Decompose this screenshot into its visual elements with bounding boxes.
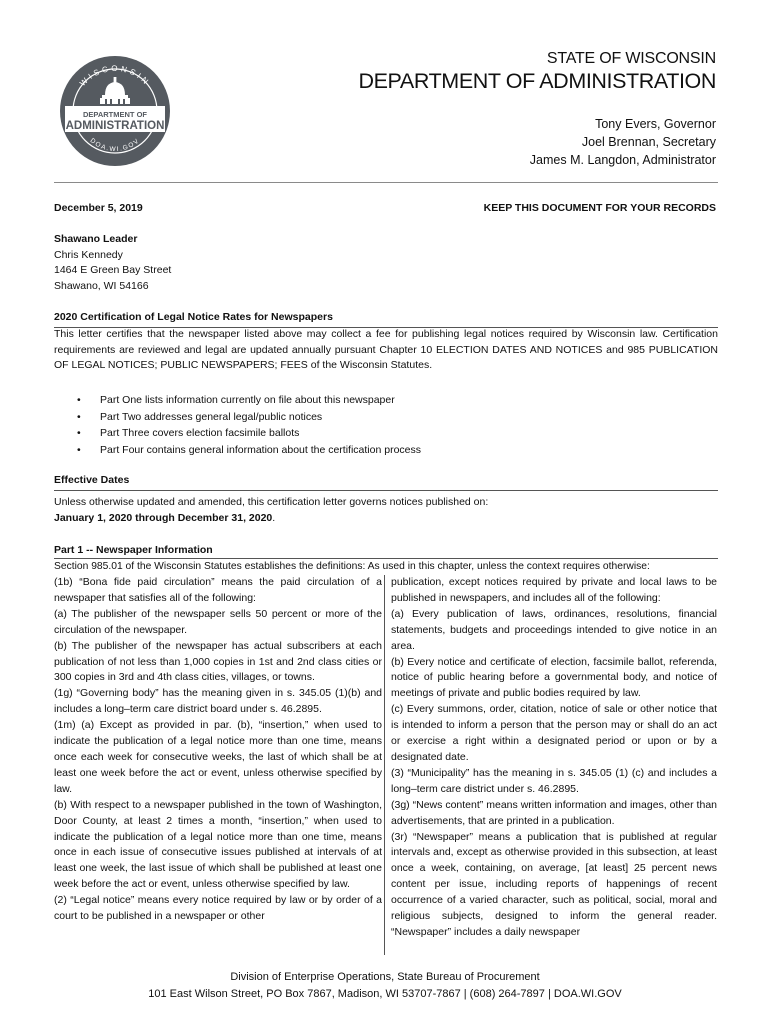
officials-list — [530, 115, 716, 169]
recipient-city: Shawano, WI 54166 — [54, 279, 149, 292]
bullet-icon: • — [77, 427, 81, 439]
part1-title: Part 1 -- Newspaper Information — [54, 544, 213, 556]
column-divider — [384, 575, 385, 955]
list-item: • Part Two addresses general legal/public notices — [77, 409, 421, 426]
definitions-text: publication, except notices required by private and local laws to be published in newspapers, and includes all of the following: (a) Every publication of laws, ordinances, resolutions, financial statements, budgets and proceedings intended to give notice in an area. (b) Every notice and certificate of election, facsimile ballot, referenda, notice of public hearing before a governmental body, and notice of meetings of private and public bodies required by law. (c) Every summons, order, citation, notice of sale or other notice that is intended to inform a person that the person may or shall do an act or exercise a right within a designated period or upon or by a designated date. (3) “Municipality” has the meaning in s. 345.05 (1) (c) and includes a long–term care district under s. 46.2895. (3g) “News content” means written information and images, other than advertisements, that are printed in a publication. (3r) “Newspaper” means a publication that is published at regular intervals and, except as otherwise provided in this subsection, at least once a week, containing, on average, [at least] 25 percent news content per issue, including reports of happenings of recent occurrence of a varied character, such as political, social, moral and religious subjects, designed to inform the general reader. “Newspaper” includes a daily newspaper — [391, 576, 717, 938]
footer-division: Division of Enterprise Operations, State Bureau of Procurement — [230, 971, 540, 983]
doa-seal-logo — [59, 55, 171, 167]
recipient-name: Shawano Leader — [54, 233, 138, 245]
seal-ring-top: WISCONSIN — [78, 63, 153, 88]
list-item: • Part One lists information currently on file about this newspaper — [77, 392, 421, 409]
header-divider — [54, 182, 718, 183]
recipient-address — [54, 232, 171, 294]
footer-address: 101 East Wilson Street, PO Box 7867, Madison, WI 53707-7867 | (608) 264-7897 | DOA.WI.GOV — [148, 988, 622, 1000]
bullet-icon: • — [77, 443, 81, 456]
effective-dates-title: Effective Dates — [54, 473, 718, 491]
seal-name-line1: DEPARTMENT OF — [82, 110, 148, 119]
seal-name-line2: ADMINISTRATION — [65, 120, 165, 132]
letter-date: December 5, 2019 — [54, 202, 143, 214]
recipient-contact: Chris Kennedy — [54, 248, 123, 261]
certification-body: This letter certifies that the newspaper listed above may collect a fee for publishing legal notices required by Wisconsin law. Certification requirements are reviewed and legal are updated annually pursuant Chapter 10 ELECTION DATES AND NOTICES and 985 PUBLICATION OF LEGAL NOTICES; PUBLIC NEWSPAPERS; FEES of the Wisconsin Statutes. — [54, 328, 718, 371]
part1-definitions-left — [54, 575, 382, 925]
official-secretary: Joel Brennan, Secretary — [581, 135, 716, 149]
definitions-text: (1b) “Bona fide paid circulation” means the paid circulation of a newspaper that satisfies all of the following: (a) The publisher of the newspaper sells 50 percent or more of the circulation of the newspaper. (b) The publisher of the newspaper has actual subscribers at each publication of not less than 1,000 copies in 1st and 2nd class cities or 300 copies in 3rd and 4th class cities, villages, or towns. (1g) “Governing body” has the meaning given in s. 345.05 (1)(b) and includes a long–term care district board under s. 46.2895. (1m) (a) Except as provided in par. (b), “insertion,” when used to indicate the publication of a legal notice more than one time, means once each week for consecutive weeks, the last of which shall be at least one week before the act or event, unless otherwise specified by law. (b) With respect to a newspaper published in the town of Washington, Door County, at least 2 times a month, “insertion,” when used to indicate the publication of a legal notice more than one time, means once in each issue of consecutive issues published at intervals of at least one week, the last issue of which shall be published at least one week before the act or event, unless otherwise specified by law. (2) “Legal notice” means every notice required by law or by order of a court to be published in a newspaper or other — [54, 576, 382, 923]
recipient-street: 1464 E Green Bay Street — [54, 264, 172, 276]
official-governor: Tony Evers, Governor — [595, 117, 716, 131]
keep-records-notice: KEEP THIS DOCUMENT FOR YOUR RECORDS — [483, 202, 716, 214]
effective-range: January 1, 2020 through December 31, 2020 — [54, 511, 273, 524]
page-footer — [0, 969, 770, 1003]
list-item: • Part Three covers election facsimile ballots — [77, 425, 421, 442]
bullet-icon: • — [77, 410, 81, 423]
certification-title: 2020 Certification of Legal Notice Rates for Newspapers — [54, 310, 718, 328]
bullet-icon: • — [77, 394, 81, 406]
list-item: • Part Four contains general information about the certification process — [77, 442, 421, 459]
part1-definitions-right — [391, 575, 717, 941]
official-administrator: James M. Langdon, Administrator — [529, 153, 716, 167]
state-heading: STATE OF WISCONSIN — [546, 50, 716, 67]
department-heading: DEPARTMENT OF ADMINISTRATION — [358, 69, 716, 93]
effective-dates-body: Unless otherwise updated and amended, this certification letter governs notices published on: January 1, 2020 through December 31, 2020. — [54, 496, 489, 524]
seal-ring-bottom: DOA.WI.GOV — [88, 137, 142, 154]
part1-intro: Section 985.01 of the Wisconsin Statutes establishes the definitions: As used in this chapter, unless the context requires otherwise: — [54, 558, 718, 575]
certification-parts-list — [77, 392, 421, 458]
